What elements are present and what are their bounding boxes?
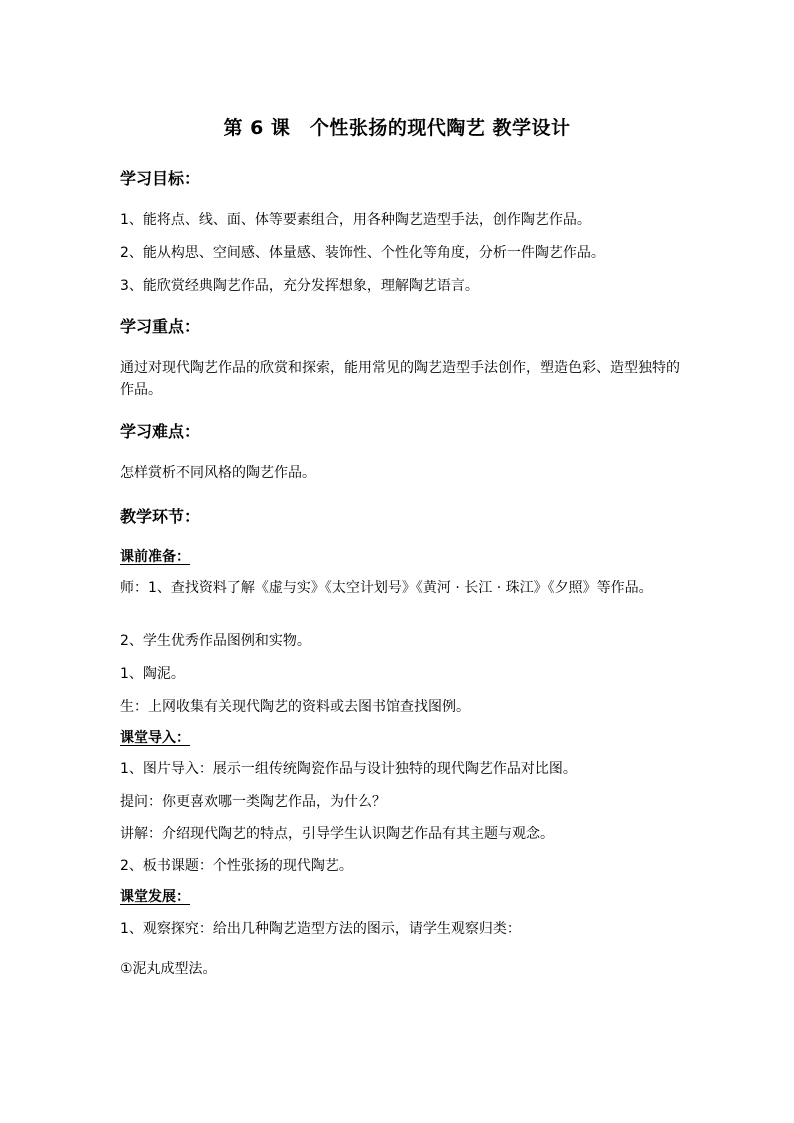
preparation-item: 生：上网收集有关现代陶艺的资料或去图书馆查找图例。 [120,699,470,715]
key-points-heading: 学习重点： [120,317,201,336]
teaching-steps-heading: 教学环节： [120,507,201,526]
objective-item: 1、能将点、线、面、体等要素组合，用各种陶艺造型手法，创作陶艺作品。 [120,212,591,228]
introduction-item: 2、板书课题：个性张扬的现代陶艺。 [120,858,353,874]
development-item: 1、观察探究：给出几种陶艺造型方法的图示，请学生观察归类： [120,921,521,937]
difficulties-heading: 学习难点： [120,422,201,441]
development-heading: 课堂发展： [120,889,190,905]
objective-item: 2、能从构思、空间感、体量感、装饰性、个性化等角度，分析一件陶艺作品。 [120,245,605,261]
introduction-heading: 课堂导入： [120,730,190,746]
preparation-item: 师：1、查找资料了解《虚与实》《太空计划号》《黄河 · 长江 · 珠江》《夕照》等作品。 [120,580,653,596]
introduction-item: 提问：你更喜欢哪一类陶艺作品，为什么？ [120,794,386,810]
introduction-item: 讲解：介绍现代陶艺的特点，引导学生认识陶艺作品有其主题与观念。 [120,826,554,842]
objective-item: 3、能欣赏经典陶艺作品，充分发挥想象，理解陶艺语言。 [120,278,479,294]
preparation-heading: 课前准备： [120,549,190,565]
objectives-heading: 学习目标： [120,169,201,188]
preparation-item: 2、学生优秀作品图例和实物。 [120,633,311,649]
introduction-item: 1、图片导入：展示一组传统陶瓷作品与设计独特的现代陶艺作品对比图。 [120,761,577,777]
document-title: 第 6 课 个性张扬的现代陶艺 教学设计 [223,117,571,139]
difficulties-text: 怎样赏析不同风格的陶艺作品。 [120,465,316,481]
key-points-text: 通过对现代陶艺作品的欣赏和探索，能用常见的陶艺造型手法创作，塑造色彩、造型独特的作品。 [120,360,680,398]
development-item: ①泥丸成型法。 [120,961,217,977]
preparation-item: 1、陶泥。 [120,666,185,682]
